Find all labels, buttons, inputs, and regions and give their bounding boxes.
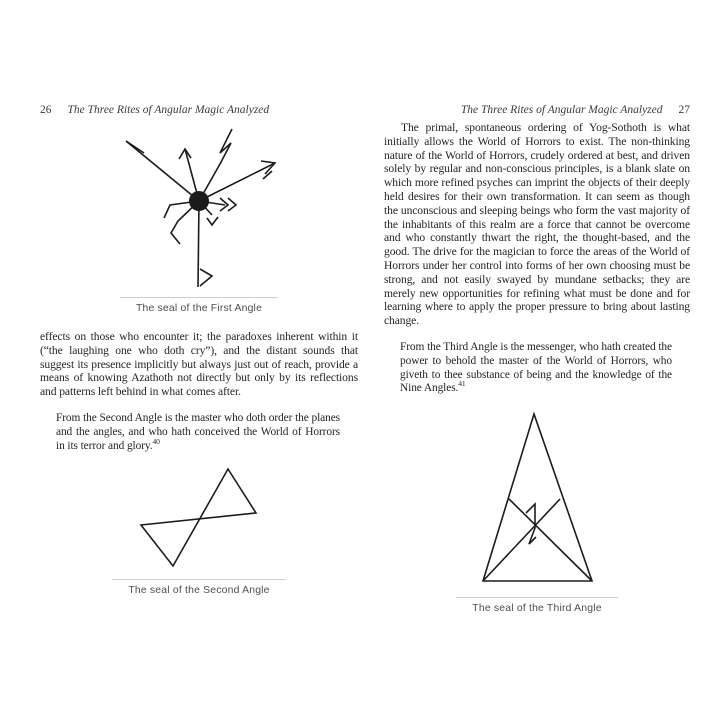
second-angle-seal-figure: [40, 463, 358, 596]
first-angle-seal-caption: The seal of the First Angle: [120, 297, 278, 314]
third-angle-seal-drawing: [457, 406, 617, 591]
first-angle-seal-figure: [40, 121, 358, 314]
left-page-number: 26: [40, 104, 52, 116]
right-body-paragraph: The primal, spontaneous ordering of Yog-Sothoth is what initially allows the World of Horrors to exist. The non-thinking nature of the World of Horrors, crudely ordered at best, and driven solely by regular and non-conscious principles, is a blank slate on which more refined psyches can imprint the objects of their deeply held desires for their own transformation. It can seem as though the unconscious and sleeping beings who form the vast majority of the inhabitants of this realm are a force that cannot be overcome and who constantly thwart the right, the thought-based, and the good. The drive for the magician to force the areas of the World of Horrors under her control into forms of her own choosing must be strong, and not easily swayed by mundane setbacks; they are merely new opportunities for refining what must be done and for learning where to apply the proper pressure to bring about lasting change.: [384, 121, 690, 328]
right-page-header: [384, 104, 690, 119]
second-angle-seal-drawing: [119, 463, 279, 573]
third-angle-quote-text: From the Third Angle is the messenger, who hath created the power to behold the master of the World of Horrors, who giveth to thee substance of being and the knowledge of the Nine Angles.: [400, 340, 672, 395]
third-angle-seal-figure: [384, 406, 690, 614]
page-left: [40, 104, 358, 596]
third-angle-quote: [384, 341, 690, 396]
left-body-paragraph: effects on those who encounter it; the paradoxes inherent within it (“the laughing one who doth cry”), and the distant sounds that suggest its presence implicitly but always just out of reach, provide a means of knowing Azathoth not directly but only by its reflections and patterns left behind in what comes after.: [40, 330, 358, 399]
second-angle-seal-caption: The seal of the Second Angle: [112, 579, 285, 596]
third-angle-seal-caption: The seal of the Third Angle: [456, 597, 617, 614]
second-angle-quote-text: From the Second Angle is the master who doth order the planes and the angles, and who hath conceived the World of Horrors in its terror and glory.: [56, 411, 340, 452]
left-running-title: The Three Rites of Angular Magic Analyzed: [67, 104, 270, 116]
first-angle-seal-drawing: [79, 121, 319, 291]
page-right: [384, 104, 690, 614]
footnote-marker-41: 41: [458, 379, 466, 389]
footnote-marker-40: 40: [152, 436, 160, 446]
right-page-number: 27: [678, 104, 690, 116]
second-angle-quote: [40, 412, 358, 453]
right-running-title: The Three Rites of Angular Magic Analyzed: [460, 104, 663, 116]
left-page-header: [40, 104, 358, 119]
